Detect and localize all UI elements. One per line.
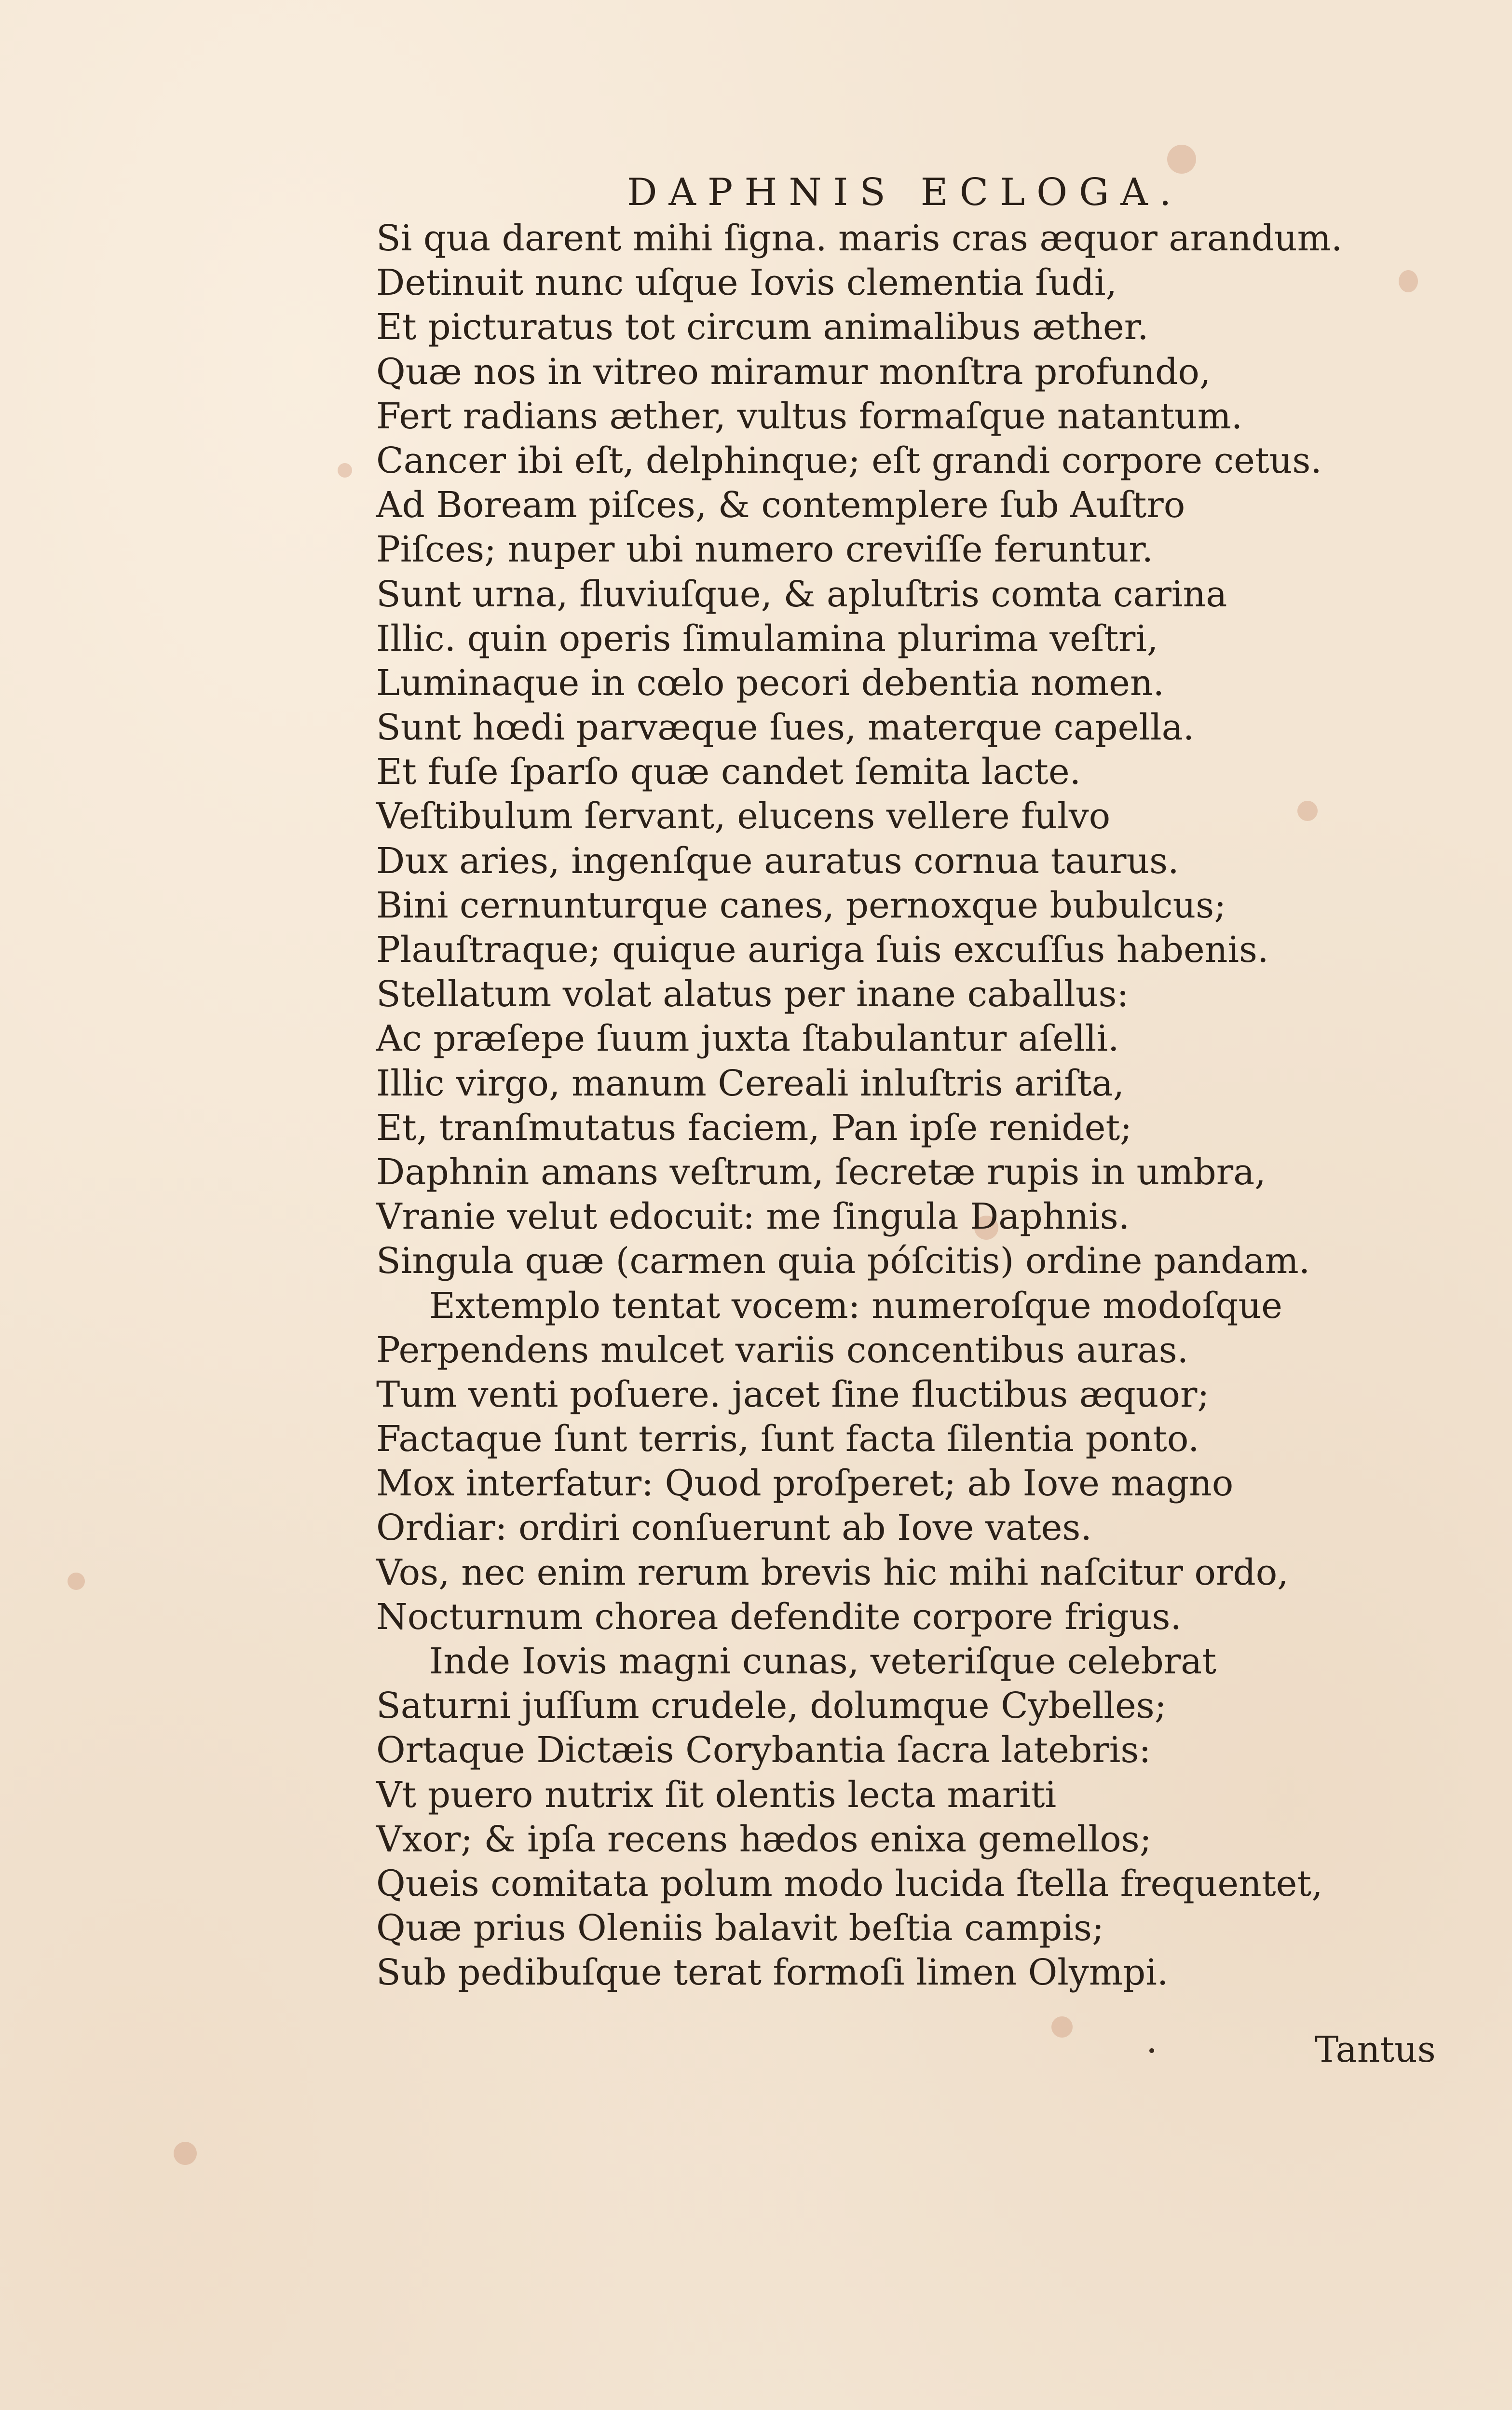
verse-line: Plauſtraque; quique auriga ſuis excuſſus habenis.: [376, 929, 1269, 971]
verse-line: Vos, nec enim rerum brevis hic mihi naſcitur ordo,: [376, 1551, 1289, 1593]
verse-line: Fert radians æther, vultus formaſque natantum.: [376, 395, 1243, 437]
verse-text: [376, 216, 1343, 1995]
verse-line: Queis comitata polum modo lucida ſtella frequentet,: [376, 1862, 1323, 1904]
foxing-spot: [1297, 801, 1318, 821]
verse-line: Dux aries, ingenſque auratus cornua taurus.: [376, 840, 1179, 882]
verse-line: Tum venti poſuere. jacet ſine fluctibus æquor;: [376, 1373, 1210, 1415]
verse-line: Factaque ſunt terris, ſunt facta ſilentia ponto.: [376, 1418, 1199, 1460]
verse-line: Sunt hœdi parvæque ſues, materque capella.: [376, 707, 1195, 749]
verse-line: Saturni juſſum crudele, dolumque Cybelles;: [376, 1685, 1167, 1727]
verse-line: Piſces; nuper ubi numero creviſſe feruntur.: [376, 529, 1154, 571]
verse-line: Vxor; & ipſa recens hædos enixa gemellos;: [376, 1818, 1152, 1860]
verse-line: Luminaque in cœlo pecori debentia nomen.: [376, 662, 1165, 704]
verse-line: Ordiar: ordiri conſuerunt ab Iove vates.: [376, 1507, 1092, 1549]
verse-line: Si qua darent mihi ſigna. maris cras æquor arandum.: [376, 218, 1343, 259]
foxing-spot: [338, 463, 352, 478]
verse-line: Vranie velut edocuit: me ſingula Daphnis.: [376, 1196, 1130, 1238]
verse-line: Et picturatus tot circum animalibus æther.: [376, 306, 1149, 348]
verse-line: Sunt urna, fluviuſque, & apluſtris comta carina: [376, 573, 1227, 615]
verse-line: Et fuſe ſparſo quæ candet ſemita lacte.: [376, 751, 1081, 793]
verse-line: Sub pedibuſque terat formoſi limen Olympi.: [376, 1952, 1169, 1994]
verse-line: Singula quæ (carmen quia póſcitis) ordine pandam.: [376, 1240, 1310, 1282]
foxing-spot: [1399, 270, 1418, 292]
verse-line: Quæ prius Oleniis balavit beſtia campis;: [376, 1907, 1104, 1949]
verse-line: Ad Boream piſces, & contemplere ſub Auſtro: [376, 484, 1185, 526]
verse-line: Mox interfatur: Quod proſperet; ab Iove magno: [376, 1463, 1234, 1505]
verse-line: Cancer ibi eſt, delphinque; eſt grandi corpore cetus.: [376, 439, 1322, 481]
foxing-spot: [174, 2142, 197, 2165]
verse-line: Ortaque Dictæis Corybantia ſacra latebris:: [376, 1729, 1151, 1771]
printer-mark: [1149, 2048, 1154, 2053]
foxing-spot: [1051, 2016, 1073, 2038]
foxing-spot: [68, 1573, 85, 1590]
catchword: Tantus: [1315, 2029, 1436, 2070]
verse-line: Et, tranſmutatus faciem, Pan ipſe renidet;: [376, 1107, 1132, 1149]
verse-line: Quæ nos in vitreo miramur monſtra profundo,: [376, 351, 1211, 393]
verse-line: Inde Iovis magni cunas, veteriſque celebrat: [429, 1641, 1216, 1682]
running-header: DAPHNIS ECLOGA.: [627, 171, 1183, 214]
verse-line: Illic virgo, manum Cereali inluſtris ariſta,: [376, 1062, 1125, 1104]
verse-line: Illic. quin operis ſimulamina plurima veſtri,: [376, 617, 1158, 659]
verse-line: Stellatum volat alatus per inane caballus:: [376, 973, 1129, 1015]
foxing-spot: [1167, 145, 1196, 174]
verse-line: Bini cernunturque canes, pernoxque bubulcus;: [376, 884, 1226, 926]
verse-line: Veſtibulum ſervant, elucens vellere fulvo: [376, 795, 1111, 837]
verse-line: Detinuit nunc uſque Iovis clementia ſudi,: [376, 262, 1117, 304]
verse-line: Vt puero nutrix ſit olentis lecta mariti: [376, 1774, 1057, 1816]
verse-line: Daphnin amans veſtrum, ſecretæ rupis in umbra,: [376, 1151, 1266, 1193]
verse-line: Perpendens mulcet variis concentibus auras.: [376, 1329, 1189, 1371]
verse-line: Nocturnum chorea defendite corpore frigus.: [376, 1596, 1182, 1638]
verse-line: Ac præſepe ſuum juxta ſtabulantur aſelli.: [376, 1018, 1119, 1060]
verse-line: Extemplo tentat vocem: numeroſque modoſque: [429, 1285, 1282, 1327]
